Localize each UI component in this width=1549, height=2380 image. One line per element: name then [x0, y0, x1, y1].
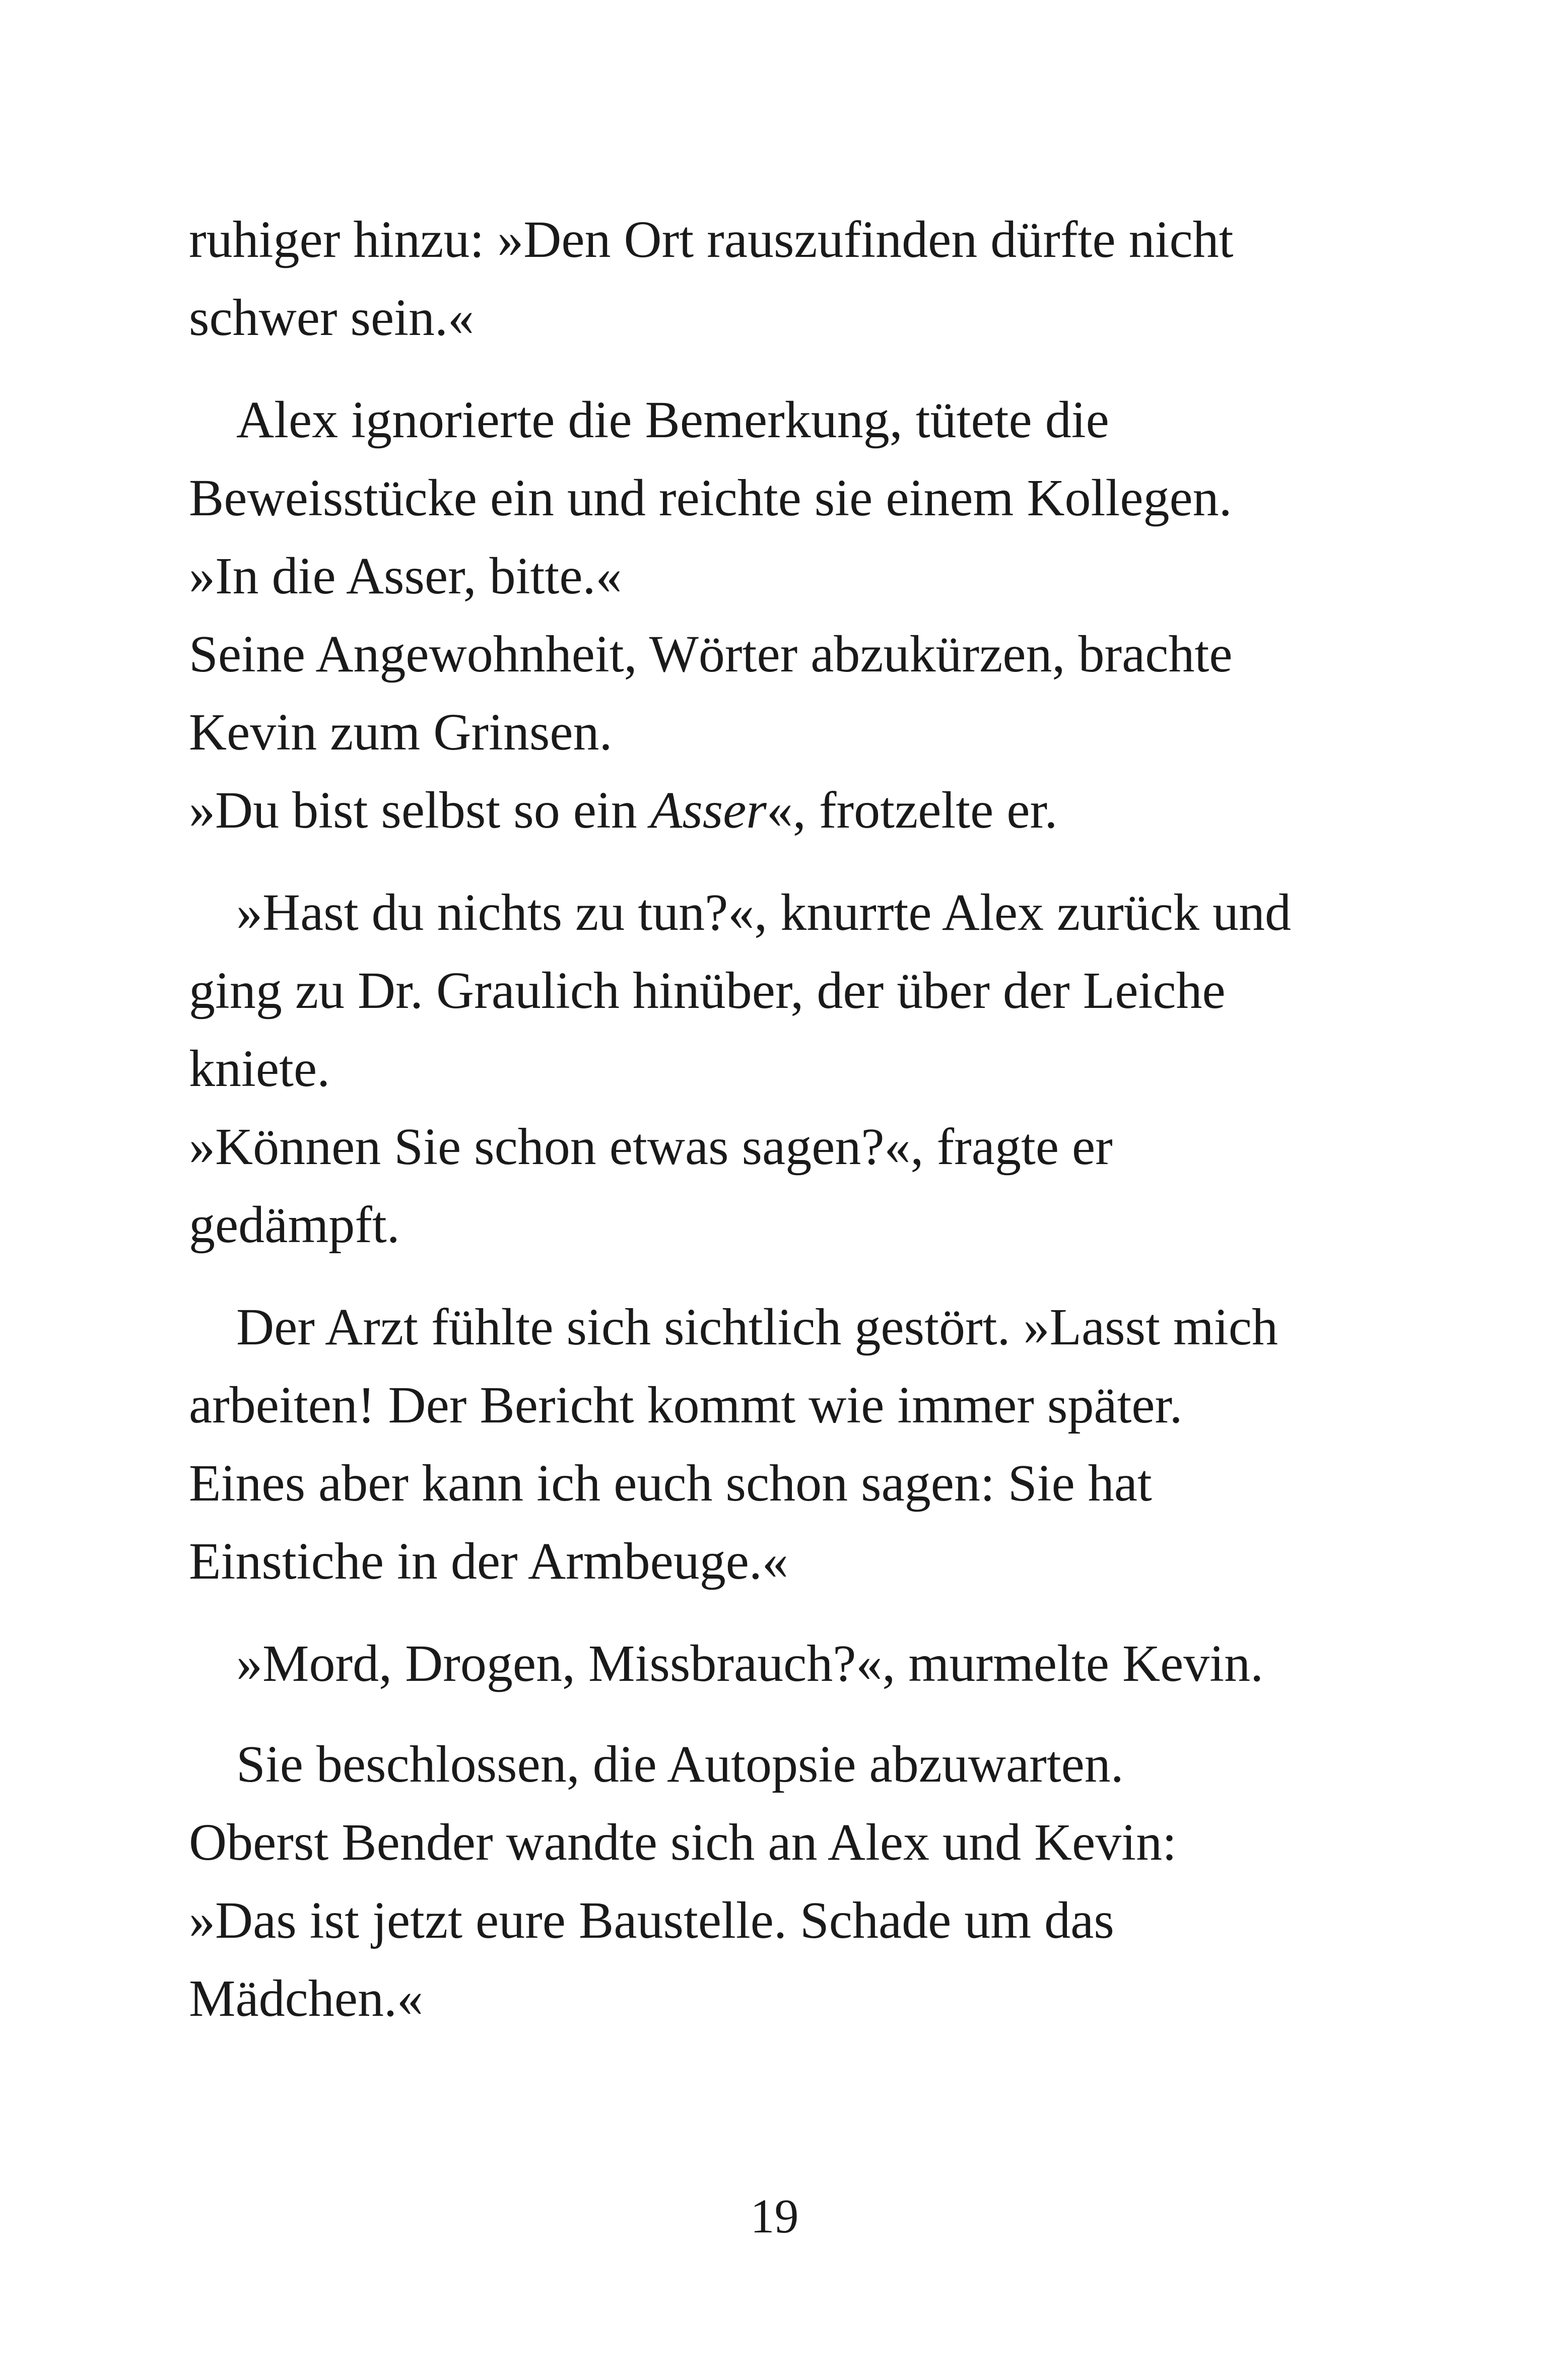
text-line: »Mord, Drogen, Missbrauch?«, murmelte Kevin.	[236, 1635, 1264, 1692]
text-line: »Das ist jetzt eure Baustelle. Schade um das	[189, 1891, 1114, 1949]
text-line: kniete.	[189, 1040, 330, 1098]
text-line: Kevin zum Grinsen.	[189, 703, 613, 761]
paragraph-6	[189, 1725, 1363, 2037]
text-line: Alex ignorierte die Bemerkung, tütete die	[236, 391, 1109, 449]
italic-word: Asser	[650, 781, 767, 839]
text-line: Mädchen.«	[189, 1969, 423, 2027]
text-line: arbeiten! Der Bericht kommt wie immer später.	[189, 1376, 1183, 1434]
text-line: Einstiche in der Armbeuge.«	[189, 1532, 788, 1590]
text-line: »Können Sie schon etwas sagen?«, fragte er	[189, 1118, 1113, 1176]
paragraph-1	[189, 200, 1363, 357]
text-line: Eines aber kann ich euch schon sagen: Sie hat	[189, 1454, 1152, 1512]
page-number: 19	[750, 2189, 799, 2243]
text-line: gedämpft.	[189, 1196, 400, 1254]
text-line: Der Arzt fühlte sich sichtlich gestört. »Lasst mich	[236, 1298, 1278, 1356]
paragraph-2	[189, 381, 1363, 849]
text-line: ging zu Dr. Graulich hinüber, der über der Leiche	[189, 962, 1226, 1019]
paragraph-3	[189, 873, 1363, 1264]
paragraph-4	[189, 1288, 1363, 1600]
text-segment: »Du bist selbst so ein	[189, 781, 650, 839]
text-line: »Hast du nichts zu tun?«, knurrte Alex zurück und	[236, 883, 1291, 941]
paragraph-5	[189, 1624, 1363, 1703]
text-line: ruhiger hinzu: »Den Ort rauszufinden dürfte nicht	[189, 211, 1234, 268]
text-segment: «, frotzelte er.	[766, 781, 1058, 839]
text-line: »In die Asser, bitte.«	[189, 547, 622, 605]
text-line: Seine Angewohnheit, Wörter abzukürzen, brachte	[189, 625, 1233, 683]
text-line: Sie beschlossen, die Autopsie abzuwarten.	[236, 1735, 1124, 1793]
text-line	[189, 771, 1363, 849]
text-line: Beweisstücke ein und reichte sie einem Kollegen.	[189, 469, 1232, 527]
text-line: Oberst Bender wandte sich an Alex und Kevin:	[189, 1813, 1177, 1871]
text-line: schwer sein.«	[189, 289, 475, 347]
body-text	[189, 200, 1363, 2037]
